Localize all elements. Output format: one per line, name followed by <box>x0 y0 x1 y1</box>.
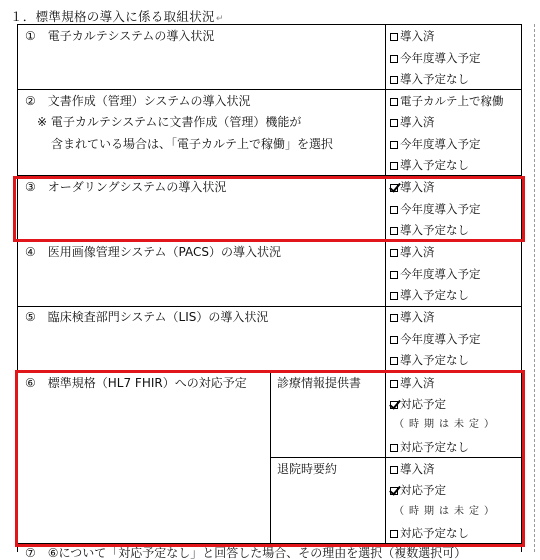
row2-note-line1: ※ 電子カルテシステムに文書作成（管理）機能が <box>37 115 302 129</box>
row6-sub1-timing-note: （時期は未定） <box>394 419 499 430</box>
row3-option-2[interactable]: 今年度導入予定 <box>390 202 481 216</box>
checkbox-icon[interactable] <box>390 119 398 127</box>
row6-sub2-option-1[interactable]: 導入済 <box>390 462 435 476</box>
row6-sub1-option-3[interactable]: 対応予定なし <box>390 440 469 454</box>
row4-option-1[interactable]: 導入済 <box>390 245 435 259</box>
row1-option-2[interactable]: 今年度導入予定 <box>390 51 481 65</box>
row7-label-partial: ⑦ ⑥について「対応予定なし」と回答した場合、その理由を選択（複数選択可） <box>25 546 467 560</box>
row2-option-4[interactable]: 導入予定なし <box>390 158 469 172</box>
row6-sub2-timing-note: （時期は未定） <box>394 506 499 517</box>
checkbox-icon[interactable] <box>390 98 398 106</box>
row-divider-1 <box>17 89 522 90</box>
row3-label: ③ オーダリングシステムの導入状況 <box>25 180 227 194</box>
row4-option-2[interactable]: 今年度導入予定 <box>390 267 481 281</box>
row6-sub1-label: 診療情報提供書 <box>277 376 362 390</box>
checkbox-icon[interactable] <box>390 33 398 41</box>
row3-option-3[interactable]: 導入予定なし <box>390 223 469 237</box>
right-margin-guide <box>534 24 535 552</box>
row2-note-line2: 含まれている場合は、「電子カルテ上で稼働」を選択 <box>51 137 334 151</box>
highlight-box-row3 <box>13 176 525 242</box>
row3-option-1[interactable]: 導入済 <box>390 180 435 194</box>
checkbox-icon[interactable] <box>390 271 398 279</box>
row2-label: ② 文書作成（管理）システムの導入状況 <box>25 94 251 108</box>
row5-label: ⑤ 臨床検査部門システム（LIS）の導入状況 <box>25 310 269 324</box>
row4-label: ④ 医用画像管理システム（PACS）の導入状況 <box>25 245 282 259</box>
checkbox-icon[interactable] <box>390 357 398 365</box>
row1-label: ① 電子カルテシステムの導入状況 <box>25 29 215 43</box>
checkbox-icon[interactable] <box>390 336 398 344</box>
row-divider-top <box>17 24 522 25</box>
checkbox-icon[interactable] <box>390 55 398 63</box>
row1-option-1[interactable]: 導入済 <box>390 29 435 43</box>
row4-option-3[interactable]: 導入予定なし <box>390 288 469 302</box>
return-mark-icon: ↵ <box>215 14 224 24</box>
row6-sub2-option-3[interactable]: 対応予定なし <box>390 526 469 540</box>
row6-label: ⑥ 標準規格（HL7 FHIR）への対応予定 <box>25 376 247 390</box>
row6-sub1-option-1[interactable]: 導入済 <box>390 376 435 390</box>
checkbox-icon[interactable] <box>390 162 398 170</box>
row2-option-1[interactable]: 電子カルテ上で稼働 <box>390 94 504 108</box>
row5-option-3[interactable]: 導入予定なし <box>390 353 469 367</box>
row6-sub2-label: 退院時要約 <box>277 462 338 476</box>
checkbox-icon[interactable] <box>390 292 398 300</box>
section-title: １．標準規格の導入に係る取組状況↵ <box>10 9 224 24</box>
checkbox-icon[interactable] <box>390 249 398 257</box>
highlight-box-row6 <box>15 370 525 547</box>
row5-option-1[interactable]: 導入済 <box>390 310 435 324</box>
row-divider-4 <box>17 306 522 307</box>
row6-sub1-option-2[interactable]: 対応予定 <box>390 397 446 411</box>
row2-option-3[interactable]: 今年度導入予定 <box>390 137 481 151</box>
checkbox-icon[interactable] <box>390 141 398 149</box>
checkbox-icon[interactable] <box>390 314 398 322</box>
checkbox-icon[interactable] <box>390 76 398 84</box>
row5-option-2[interactable]: 今年度導入予定 <box>390 332 481 346</box>
row2-option-2[interactable]: 導入済 <box>390 115 435 129</box>
row6-sub2-option-2[interactable]: 対応予定 <box>390 483 446 497</box>
row1-option-3[interactable]: 導入予定なし <box>390 72 469 86</box>
